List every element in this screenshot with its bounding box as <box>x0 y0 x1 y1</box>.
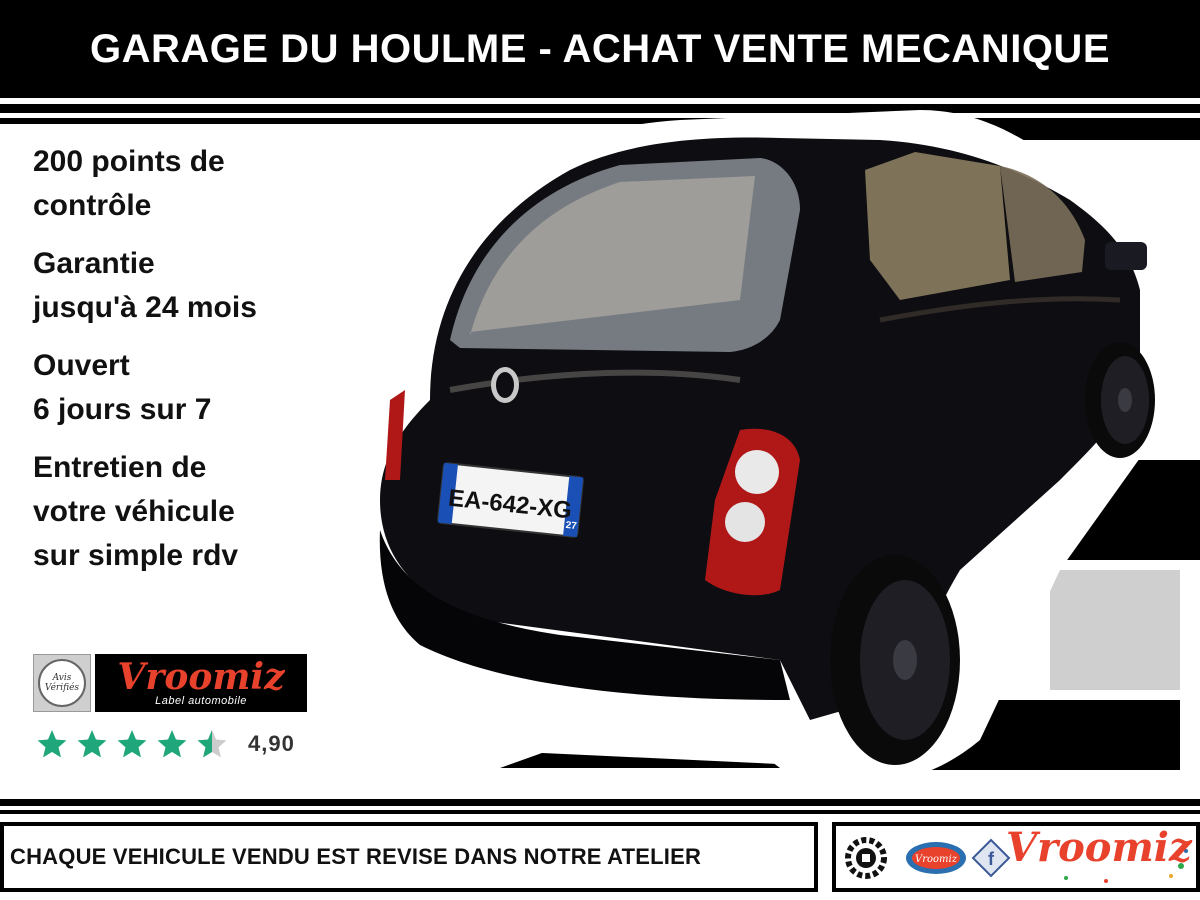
wheel <box>830 555 960 765</box>
vroomiz-footer-logo: Vroomiz <box>1006 824 1192 871</box>
star-full-icon <box>156 728 188 760</box>
footer-stripe <box>0 810 1200 814</box>
license-plate-number: EA-642-XG <box>446 484 574 525</box>
svg-text:Vroomiz: Vroomiz <box>915 854 957 865</box>
vroomiz-badge <box>33 654 307 712</box>
wheel <box>1085 342 1155 458</box>
feature-warranty: Garantie jusqu'à 24 mois <box>33 247 257 324</box>
footer-stripe <box>0 799 1200 806</box>
facebook-icon <box>973 840 1009 876</box>
star-full-icon <box>116 728 148 760</box>
mechanic-gear-icon <box>848 840 884 876</box>
feature-control-points: 200 points de contrôle <box>33 145 225 222</box>
feature-maintenance: Entretien de votre véhicule sur simple rdv <box>33 451 239 572</box>
star-full-icon <box>76 728 108 760</box>
car-illustration <box>360 100 1200 800</box>
footer-logos <box>832 822 1200 892</box>
license-plate-dept: 27 <box>565 519 578 533</box>
star-full-icon <box>36 728 68 760</box>
vroomiz-logo: Vroomiz Label automobile <box>95 654 307 712</box>
verified-reviews-seal-icon: Avis Vérifiés <box>33 654 91 712</box>
car-photo <box>360 100 1200 800</box>
star-half-icon <box>196 728 228 760</box>
features-list <box>33 140 363 592</box>
footer-message: CHAQUE VEHICULE VENDU EST REVISE DANS NOTRE ATELIER <box>0 822 818 892</box>
feature-opening-days: Ouvert 6 jours sur 7 <box>33 349 212 426</box>
rating-value: 4,90 <box>248 731 295 756</box>
header-banner <box>0 0 1200 98</box>
vroomiz-oval-badge <box>906 842 966 874</box>
rating <box>36 728 295 760</box>
svg-text:f: f <box>988 849 994 869</box>
page-title: GARAGE DU HOULME - ACHAT VENTE MECANIQUE <box>90 26 1110 71</box>
